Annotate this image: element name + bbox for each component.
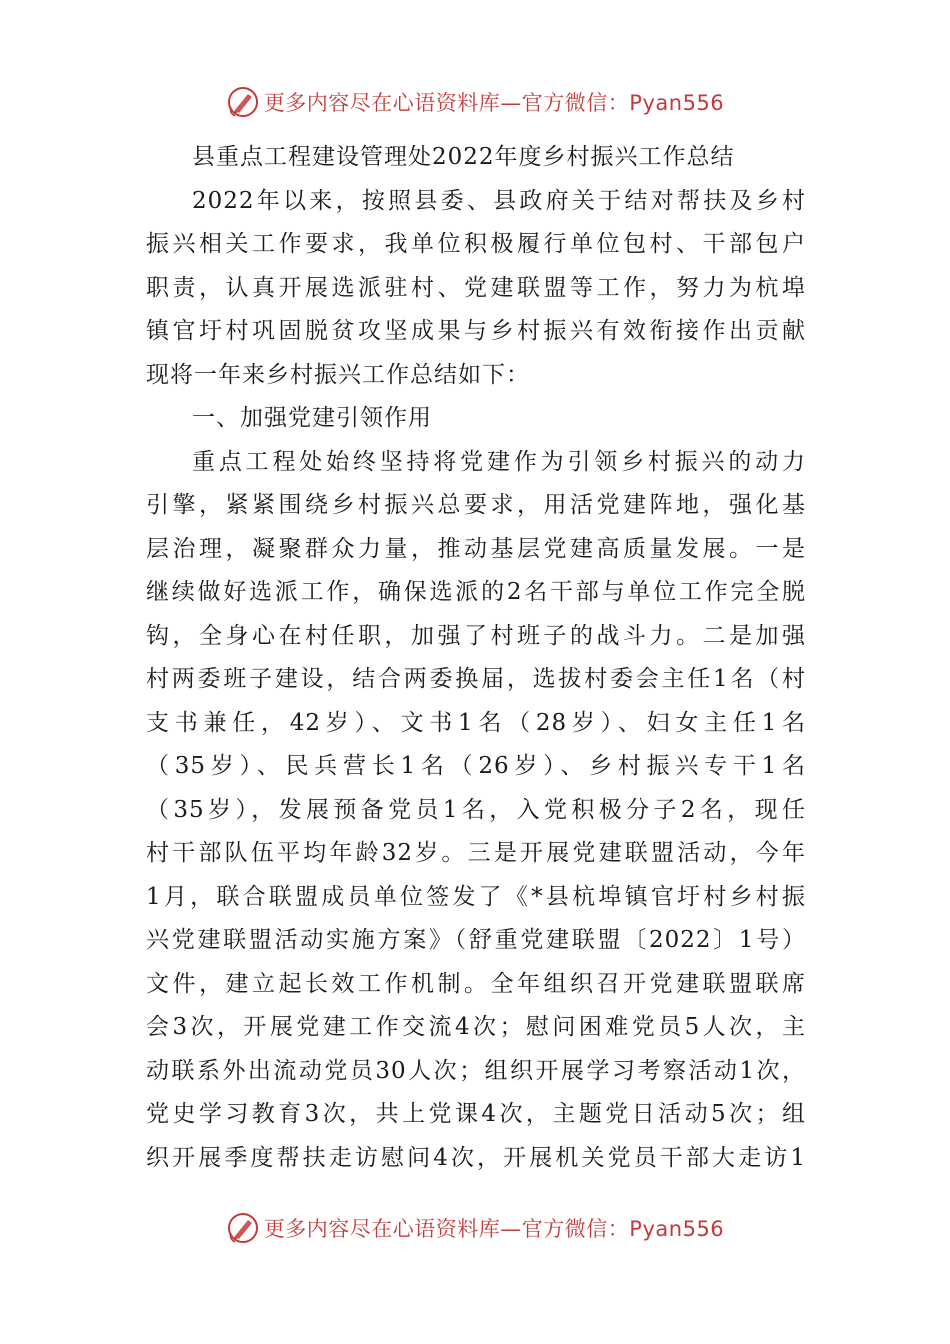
paragraph-line: 村干部队伍平均年龄32岁。三是开展党建联盟活动，今年	[146, 840, 806, 866]
paragraph-line: 支书兼任，42岁）、文书1名（28岁）、妇女主任1名	[146, 709, 806, 736]
footer-banner	[0, 1208, 950, 1248]
header-banner	[0, 82, 950, 122]
paragraph-line: 织开展季度帮扶走访慰问4次，开展机关党员干部大走访1	[146, 1144, 806, 1171]
paragraph-line: 振兴相关工作要求，我单位积极履行单位包村、干部包户	[146, 231, 806, 257]
banner-text: 更多内容尽在心语资料库—官方微信：Pyan556	[263, 1217, 725, 1241]
paragraph-line: 村两委班子建设，结合两委换届，选拔村委会主任1名（村	[146, 666, 806, 692]
pen-nib-logo-icon	[226, 1211, 260, 1245]
paragraph-line: 重点工程处始终坚持将党建作为引领乡村振兴的动力	[192, 448, 806, 475]
paragraph-line: 党史学习教育3次，共上党课4次，主题党日活动5次；组	[146, 1101, 806, 1127]
paragraph-line: （35岁），发展预备党员1名，入党积极分子2名，现任	[146, 796, 806, 823]
paragraph-line: 2022年以来，按照县委、县政府关于结对帮扶及乡村	[192, 187, 806, 214]
paragraph-line: 现将一年来乡村振兴工作总结如下：	[146, 361, 530, 388]
paragraph-line: 职责，认真开展选派驻村、党建联盟等工作，努力为杭埠	[146, 274, 806, 301]
paragraph-line: 会3次，开展党建工作交流4次；慰问困难党员5人次，主	[146, 1014, 806, 1040]
paragraph-line: 兴党建联盟活动实施方案》（舒重党建联盟〔2022〕1号）	[146, 927, 806, 953]
document-title: 县重点工程建设管理处2022年度乡村振兴工作总结	[192, 144, 735, 170]
banner-text: 更多内容尽在心语资料库—官方微信：Pyan556	[263, 91, 725, 115]
paragraph-line: 层治理，凝聚群众力量，推动基层党建高质量发展。一是	[146, 535, 806, 562]
document-body	[146, 136, 806, 1180]
paragraph-line: （35岁）、民兵营长1名（26岁）、乡村振兴专干1名	[146, 753, 806, 779]
paragraph-line: 文件，建立起长效工作机制。全年组织召开党建联盟联席	[146, 970, 806, 997]
paragraph-line: 镇官圩村巩固脱贫攻坚成果与乡村振兴有效衔接作出贡献	[146, 318, 806, 344]
paragraph-line: 继续做好选派工作，确保选派的2名干部与单位工作完全脱	[146, 579, 806, 605]
paragraph-line: 动联系外出流动党员30人次；组织开展学习考察活动1次，	[146, 1057, 806, 1084]
paragraph-line: 引擎，紧紧围绕乡村振兴总要求，用活党建阵地，强化基	[146, 492, 806, 518]
section-heading: 一、加强党建引领作用	[192, 405, 432, 431]
paragraph-line: 1月，联合联盟成员单位签发了《*县杭埠镇官圩村乡村振	[146, 883, 806, 910]
paragraph-line: 钩，全身心在村任职，加强了村班子的战斗力。二是加强	[146, 622, 806, 649]
pen-nib-logo-icon	[226, 85, 260, 119]
